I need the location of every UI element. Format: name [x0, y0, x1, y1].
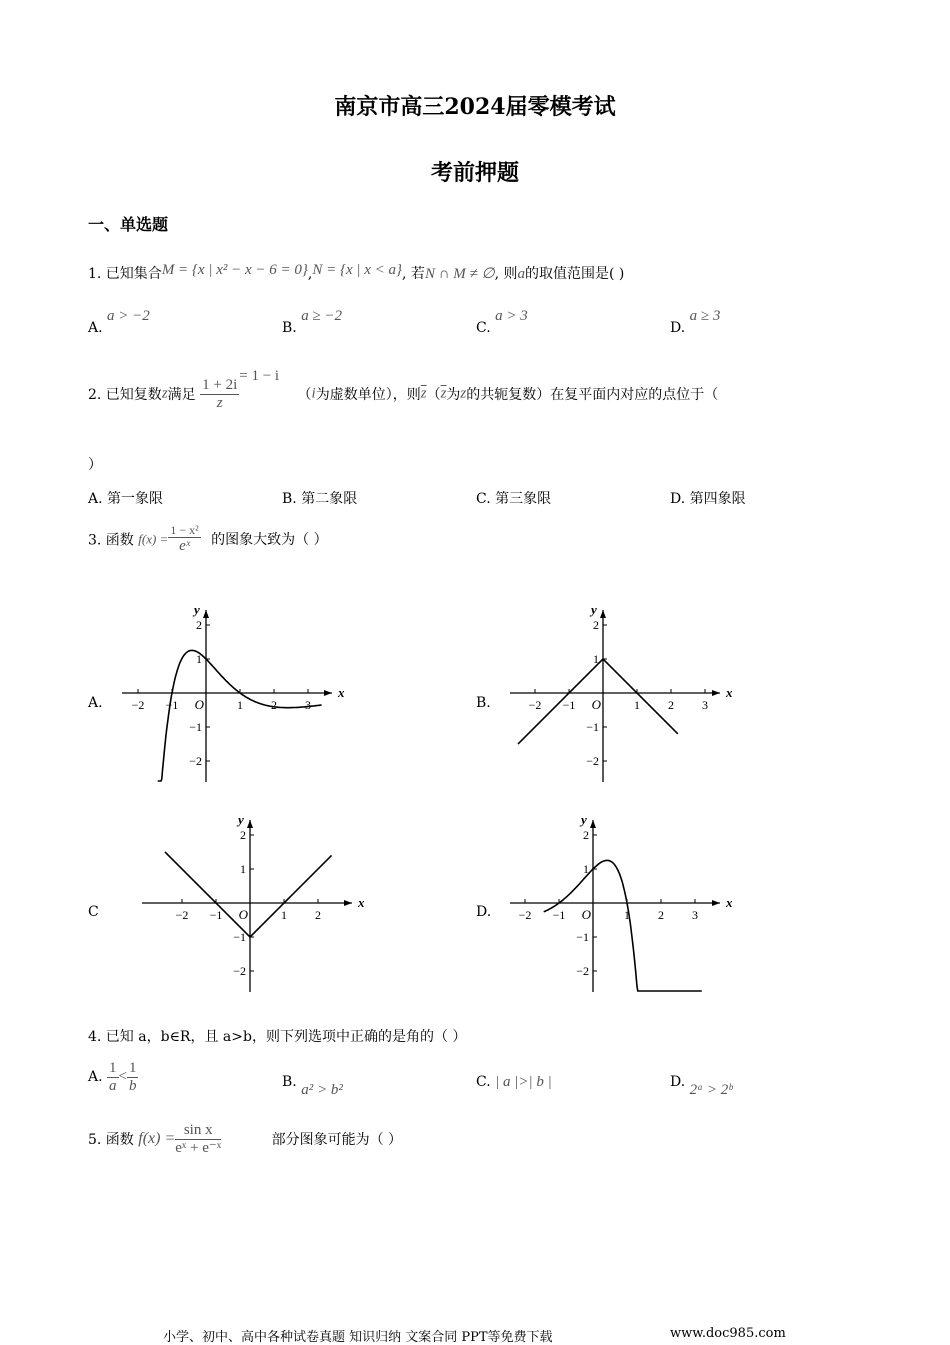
- origin-label: O: [194, 697, 204, 712]
- graph-label-a: A.: [88, 695, 103, 711]
- y-axis-label: y: [238, 812, 244, 827]
- origin-label: O: [238, 907, 248, 922]
- x-tick-label: −2: [528, 698, 542, 712]
- q2-fraction: $\frac{1 + 2i}{z}$: [202, 377, 238, 411]
- page-title: 南京市高三2024届零模考试: [334, 94, 616, 120]
- y-axis-arrow: [590, 820, 596, 828]
- y-axis-arrow: [247, 820, 253, 828]
- graph-b: [498, 600, 738, 785]
- x-tick-label: −1: [562, 698, 576, 712]
- q1-var: a: [517, 266, 525, 282]
- graph-c-curve: [165, 852, 332, 937]
- graph-a: [110, 600, 350, 785]
- x-tick-label: 2: [315, 908, 321, 922]
- y-tick-label: 2: [583, 828, 589, 842]
- y-tick-label: −1: [586, 720, 599, 734]
- x-tick-label: 3: [692, 908, 698, 922]
- y-tick-label: −2: [576, 964, 589, 978]
- x-tick-label: 2: [658, 908, 664, 922]
- q2-option-d: D. 第四象限: [670, 491, 746, 507]
- x-tick-label: −2: [518, 908, 532, 922]
- x-axis-label: x: [726, 685, 733, 700]
- x-tick-label: −2: [131, 698, 145, 712]
- x-axis-arrow: [324, 690, 332, 696]
- graph-a-curve: [158, 650, 322, 781]
- q1-option-d: D. a ≥ 3: [670, 308, 721, 336]
- page-subtitle: 考前押题: [430, 160, 519, 186]
- x-axis-arrow: [344, 900, 352, 906]
- q1-lead: 1. 已知集合: [88, 266, 162, 282]
- q1-option-a: A. a > −2: [88, 308, 150, 336]
- x-axis-arrow: [712, 900, 720, 906]
- q1-option-b: B. a ≥ −2: [282, 308, 343, 336]
- y-tick-label: −2: [586, 754, 599, 768]
- x-tick-label: −2: [175, 908, 189, 922]
- question-2: 2. 已知复数z满足 $\frac{1 + 2i}{z}$ = 1 − i （i为虚数单位），则$\overline{z}(\overline{z}$为z的共轭复数）在复平面内对应的点位于（: [88, 368, 719, 411]
- q1-condition: N ∩ M ≠ ∅: [424, 266, 495, 282]
- x-tick-label: −1: [165, 698, 179, 712]
- q1-set-n: N = {x | x < a}: [312, 262, 403, 278]
- graph-label-c: C: [88, 904, 99, 920]
- x-tick-label: 2: [271, 698, 277, 712]
- graph-d: [498, 810, 738, 995]
- q1-option-c: C. a > 3: [476, 308, 528, 336]
- y-tick-label: 2: [196, 618, 202, 632]
- y-tick-label: −1: [233, 930, 246, 944]
- graph-c: [130, 810, 370, 995]
- q2-option-a: A. 第一象限: [88, 491, 164, 507]
- y-axis-label: y: [591, 602, 597, 617]
- q2-close-paren: ）: [88, 457, 102, 473]
- y-tick-label: −1: [576, 930, 589, 944]
- x-tick-label: 3: [305, 698, 311, 712]
- y-tick-label: 2: [240, 828, 246, 842]
- x-tick-label: 3: [702, 698, 708, 712]
- q2-option-b: B. 第二象限: [282, 491, 358, 507]
- x-axis-arrow: [712, 690, 720, 696]
- question-3: 3. 函数 f(x) = $\frac{\text{1 − x²}}{\text{eˣ}}$ 的图象大致为（ ）: [88, 523, 328, 555]
- x-tick-label: 1: [237, 698, 243, 712]
- origin-label: O: [591, 697, 601, 712]
- q1-set-m: M = {x | x² − x − 6 = 0}: [161, 262, 308, 278]
- x-axis-label: x: [358, 895, 365, 910]
- x-tick-label: 1: [624, 908, 630, 922]
- y-tick-label: −2: [189, 754, 202, 768]
- footer-url[interactable]: www.doc985.com: [670, 1326, 786, 1341]
- graph-label-b: B.: [476, 695, 491, 711]
- x-axis-label: x: [726, 895, 733, 910]
- q1-comma: ,: [307, 266, 313, 282]
- x-tick-label: −1: [552, 908, 566, 922]
- y-axis-arrow: [203, 610, 209, 618]
- section-heading: 一、单选题: [88, 215, 169, 234]
- x-tick-label: −1: [209, 908, 223, 922]
- y-axis-label: y: [194, 602, 200, 617]
- graph-label-d: D.: [476, 904, 492, 920]
- q2-option-c: C. 第三象限: [476, 491, 552, 507]
- q4-option-a: A. $\frac{1}{a}$ < $\frac{1}{b}$: [88, 1060, 137, 1094]
- q1-tail1: , 则: [494, 266, 518, 282]
- question-1: [88, 262, 624, 283]
- graph-d-curve: [544, 860, 702, 991]
- x-axis-label: x: [338, 685, 345, 700]
- x-tick-label: 1: [634, 698, 640, 712]
- x-tick-label: 2: [668, 698, 674, 712]
- question-4: 4. 已知 a，b∈R，且 a>b，则下列选项中正确的是角的（ ）: [88, 1029, 467, 1045]
- q1-mid: , 若: [402, 266, 425, 282]
- y-tick-label: 1: [593, 652, 599, 666]
- y-axis-arrow: [600, 610, 606, 618]
- q1-tail2: 的取值范围是( ): [524, 266, 625, 282]
- q4-option-d: D. 2ᵃ > 2ᵇ: [670, 1074, 733, 1098]
- q4-option-c: C. | a |>| b |: [476, 1074, 552, 1090]
- q4-option-b: B. a² > b²: [282, 1074, 343, 1098]
- y-tick-label: −2: [233, 964, 246, 978]
- origin-label: O: [581, 907, 591, 922]
- y-axis-label: y: [581, 812, 587, 827]
- y-tick-label: 1: [583, 862, 589, 876]
- y-tick-label: −1: [189, 720, 202, 734]
- y-tick-label: 2: [593, 618, 599, 632]
- x-tick-label: 1: [281, 908, 287, 922]
- y-tick-label: 1: [240, 862, 246, 876]
- footer-text: 小学、初中、高中各种试卷真题 知识归纳 文案合同 PPT等免费下载: [163, 1330, 553, 1345]
- question-5: 5. 函数 f(x) = $\frac{\text{sin x}}{\text{eˣ + e⁻ˣ}}$ 部分图象可能为（ ）: [88, 1122, 403, 1156]
- y-tick-label: 1: [196, 652, 202, 666]
